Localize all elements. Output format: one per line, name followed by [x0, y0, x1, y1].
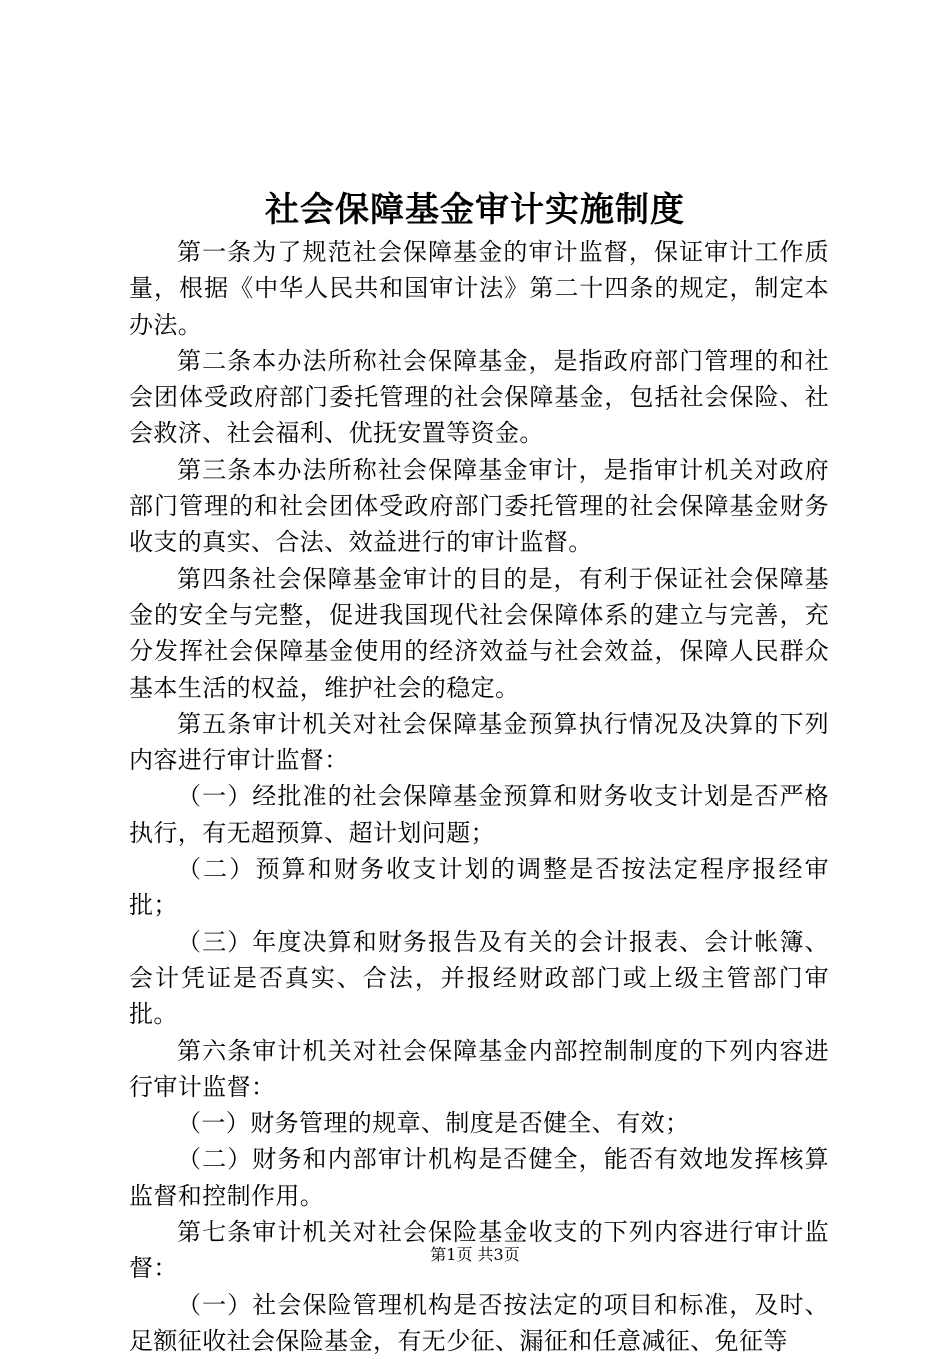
- paragraph-article-5-item-1: （一）经批准的社会保障基金预算和财务收支计划是否严格执行，有无超预算、超计划问题；: [129, 782, 829, 847]
- paragraph-article-6-item-1: （一）财务管理的规章、制度是否健全、有效；: [177, 1109, 690, 1138]
- paragraph-article-2: 第二条本办法所称社会保障基金，是指政府部门管理的和社会团体受政府部门委托管理的社会保障基金，包括社会保险、社会救济、社会福利、优抚安置等资金。: [129, 346, 829, 448]
- paragraph-article-5-item-2: （二）预算和财务收支计划的调整是否按法定程序报经审批；: [129, 855, 829, 920]
- page-footer: 第1页 共3页: [430, 1245, 520, 1264]
- paragraph-article-5: 第五条审计机关对社会保障基金预算执行情况及决算的下列内容进行审计监督：: [129, 709, 829, 775]
- paragraph-article-6-item-2: （二）财务和内部审计机构是否健全，能否有效地发挥核算监督和控制作用。: [129, 1145, 829, 1210]
- paragraph-article-4: 第四条社会保障基金审计的目的是，有利于保证社会保障基金的安全与完整，促进我国现代社会保障体系的建立与完善，充分发挥社会保障基金使用的经济效益与社会效益，保障人民群众基本生活的权益，维护社会的稳定。: [129, 564, 829, 702]
- paragraph-article-5-item-3: （三）年度决算和财务报告及有关的会计报表、会计帐簿、会计凭证是否真实、合法，并报经财政部门或上级主管部门审批。: [129, 927, 829, 1029]
- paragraph-article-3: 第三条本办法所称社会保障基金审计，是指审计机关对政府部门管理的和社会团体受政府部门委托管理的社会保障基金财务收支的真实、合法、效益进行的审计监督。: [129, 455, 829, 557]
- document-title: 社会保障基金审计实施制度: [265, 190, 685, 230]
- paragraph-article-1: 第一条为了规范社会保障基金的审计监督，保证审计工作质量，根据《中华人民共和国审计法》第二十四条的规定，制定本办法。: [129, 238, 829, 339]
- paragraph-article-7: 第七条审计机关对社会保险基金收支的下列内容进行审计监督：: [129, 1218, 829, 1283]
- document-body: [129, 234, 829, 1359]
- paragraph-article-6: 第六条审计机关对社会保障基金内部控制制度的下列内容进行审计监督：: [129, 1036, 829, 1101]
- paragraph-article-7-item-1: （一）社会保险管理机构是否按法定的项目和标准，及时、足额征收社会保险基金，有无少征、漏征和任意减征、免征等: [129, 1290, 829, 1355]
